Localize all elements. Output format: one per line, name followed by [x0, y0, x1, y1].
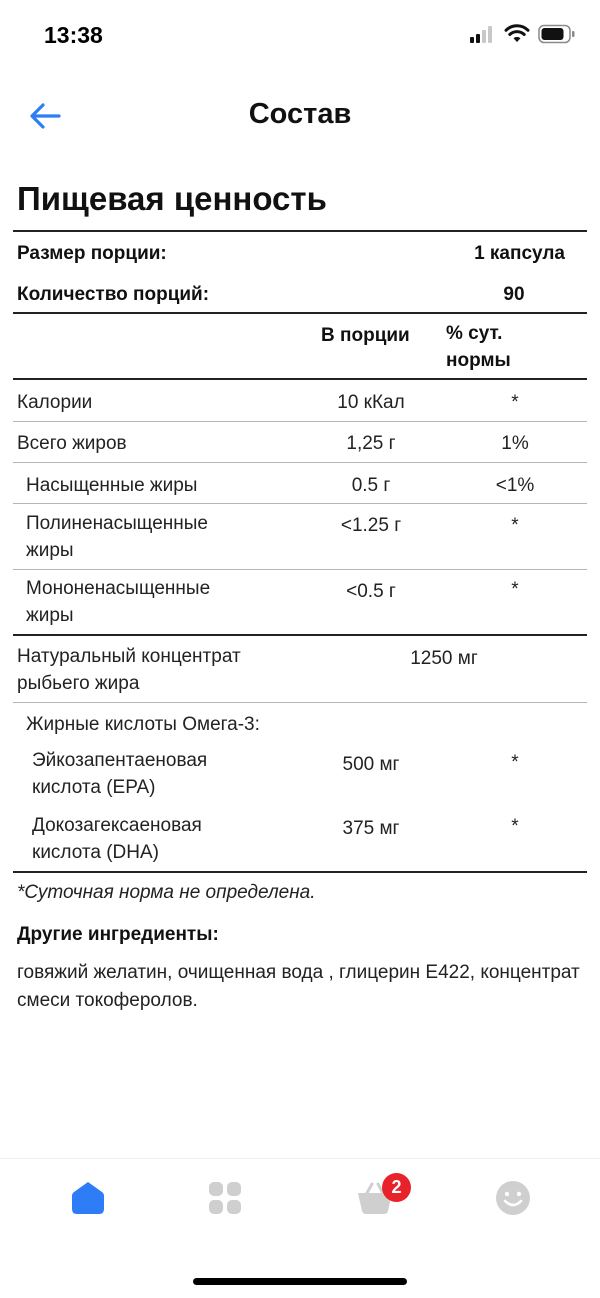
omega3-title: Жирные кислоты Омега-3: — [26, 714, 260, 735]
ingredient-amount: 1250 мг — [410, 648, 478, 669]
row-divider — [13, 421, 587, 422]
nutrient-name: Насыщенные жиры — [26, 475, 198, 496]
ingredient-name-line2: рыбьего жира — [17, 673, 140, 694]
wifi-icon — [504, 24, 530, 49]
column-header-per-serving: В порции — [321, 325, 410, 346]
nutrient-amount: 0.5 г — [351, 475, 391, 496]
serving-count-value: 90 — [503, 284, 525, 305]
nutrient-daily-value: * — [511, 816, 519, 837]
nutrient-name: Калории — [17, 392, 93, 413]
serving-count-label: Количество порций: — [17, 284, 210, 305]
table-divider — [13, 230, 587, 232]
catalog-grid-icon — [206, 1179, 244, 1222]
nutrient-name-line2: жиры — [26, 540, 74, 561]
nutrient-name-line2: кислота (DHA) — [32, 842, 159, 863]
nutrient-name-line1: Докозагексаеновая — [32, 815, 202, 836]
serving-size-label: Размер порции: — [17, 243, 167, 264]
nutrient-name-line1: Полиненасыщенные — [26, 513, 208, 534]
row-divider — [13, 462, 587, 463]
nutrient-daily-value: * — [511, 752, 519, 773]
nutrient-name-line1: Мононенасыщенные — [26, 578, 211, 599]
row-divider — [13, 702, 587, 703]
nutrient-amount: 10 кКал — [337, 392, 405, 413]
nutrient-daily-value: 1% — [501, 433, 529, 454]
other-ingredients-text: говяжий желатин, очищенная вода , глицерин E422, концентрат смеси токоферолов. — [17, 962, 580, 1011]
nutrient-daily-value: * — [511, 515, 519, 536]
tab-home[interactable] — [66, 1178, 110, 1222]
battery-icon — [538, 24, 576, 49]
nutrient-amount: <1.25 г — [340, 515, 402, 536]
ingredient-name-line1: Натуральный концентрат — [17, 646, 241, 667]
nutrient-amount: 1,25 г — [346, 433, 396, 454]
status-icons — [470, 24, 576, 49]
cart-count-badge: 2 — [382, 1173, 411, 1202]
status-bar — [0, 0, 600, 70]
nutrient-name-line2: кислота (EPA) — [32, 777, 156, 798]
nutrient-amount: 500 мг — [342, 754, 400, 775]
nutrient-daily-value: <1% — [495, 475, 535, 496]
other-ingredients-title: Другие ингредиенты: — [17, 924, 219, 945]
profile-smiley-icon — [494, 1179, 532, 1222]
status-time: 13:38 — [44, 22, 103, 48]
nutrient-name: Всего жиров — [17, 433, 127, 454]
nutrient-daily-value: * — [511, 392, 519, 413]
column-header-daily-value-line1: % сут. — [446, 323, 503, 344]
nutrient-name-line2: жиры — [26, 605, 74, 626]
section-title: Пищевая ценность — [17, 180, 327, 217]
signal-icon — [470, 25, 496, 48]
table-divider — [13, 634, 587, 636]
home-icon — [68, 1178, 108, 1223]
tab-catalog[interactable] — [203, 1178, 247, 1222]
nutrient-amount: <0.5 г — [346, 581, 396, 602]
row-divider — [13, 569, 587, 570]
serving-size-value: 1 капсула — [474, 243, 565, 264]
tab-profile[interactable] — [491, 1178, 535, 1222]
table-divider — [13, 378, 587, 380]
nutrient-amount: 375 мг — [342, 818, 400, 839]
app-header — [0, 88, 600, 144]
page-title: Состав — [248, 98, 352, 130]
nutrient-daily-value: * — [511, 579, 519, 600]
table-divider — [13, 871, 587, 873]
row-divider — [13, 503, 587, 504]
home-indicator — [193, 1278, 407, 1285]
nutrient-name-line1: Эйкозапентаеновая — [32, 750, 208, 771]
footnote: *Суточная норма не определена. — [17, 882, 316, 903]
column-header-daily-value-line2: нормы — [446, 350, 511, 371]
table-divider — [13, 312, 587, 314]
